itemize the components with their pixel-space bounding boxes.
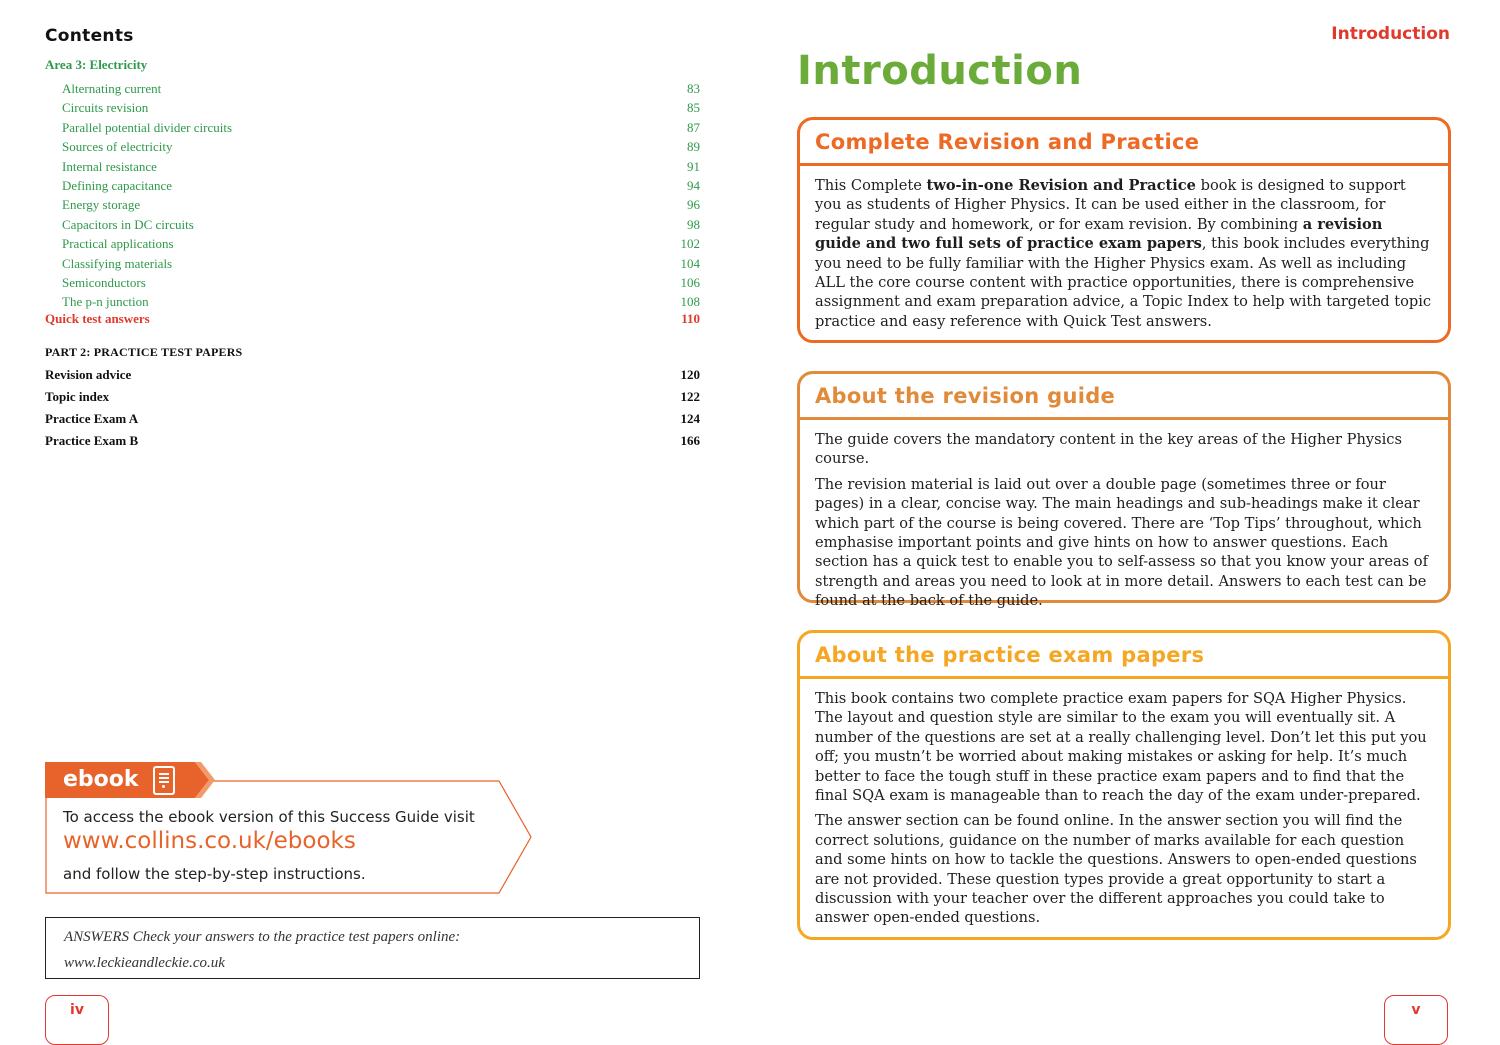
toc-entry-label: Semiconductors (62, 274, 146, 290)
toc-quick-test-row[interactable] (45, 311, 700, 327)
ebook-device-icon (153, 766, 175, 795)
toc-entry-page: 106 (680, 274, 700, 290)
toc-entry[interactable] (62, 215, 700, 234)
toc-entry-label: Classifying materials (62, 255, 173, 271)
toc-entry-label: Internal resistance (62, 158, 157, 174)
box-paragraph: This Complete two-in-one Revision and Practice book is designed to support you as students of Higher Physics. It can be used either in the classroom, for regular study and homework, or for exam revision. By combining a revision guide and two full sets of practice exam papers, this book includes everything you need to be fully familiar with the Higher Physics exam. As well as including ALL the core course content with practice opportunities, there is comprehensive assignment and exam preparation advice, a Topic Index to help with targeted topic practice and easy reference with Quick Test answers. (815, 177, 1432, 330)
page-number-left: iv (45, 995, 109, 1045)
answers-text: ANSWERS Check your answers to the practice test papers online: (64, 929, 461, 945)
part2-entry-page: 122 (680, 389, 700, 404)
box-body (800, 166, 1448, 331)
toc-entry-label: Parallel potential divider circuits (62, 119, 233, 135)
left-page (0, 0, 750, 1037)
box-body (800, 679, 1448, 928)
toc-entry-page: 102 (680, 236, 700, 252)
toc-entry-label: Energy storage (62, 197, 141, 213)
toc-entry[interactable] (62, 157, 700, 176)
part2-heading: PART 2: PRACTICE TEST PAPERS (45, 345, 243, 359)
part2-entry-label: Topic index (45, 389, 110, 404)
box-revision-guide (797, 371, 1451, 610)
toc-entry-page: 108 (680, 294, 700, 310)
toc-entry-label: Practical applications (62, 236, 174, 252)
toc-entry-label: Alternating current (62, 81, 162, 96)
toc-entry[interactable] (62, 195, 700, 214)
toc-entry[interactable] (62, 79, 700, 98)
ebook-link[interactable]: www.collins.co.uk/ebooks (63, 828, 356, 854)
toc-entry-page: 104 (680, 255, 700, 271)
box-paragraph: This book contains two complete practice exam papers for SQA Higher Physics. The layout and question style are similar to the exam you will eventually sit. A number of the questions are set at a really challenging level. Don’t let this put you off; you mustn’t be worried about making mistakes or asking for help. It’s much better to face the tough stuff in these practice exam papers and to find that the final SQA exam is manageable than to reach the day of the exam under-prepared. (815, 690, 1427, 805)
part2-entry-label: Revision advice (45, 367, 132, 382)
toc-entry[interactable] (62, 273, 700, 292)
toc-entry-page: 91 (687, 158, 700, 174)
toc-entry[interactable] (62, 176, 700, 195)
box-heading: About the practice exam papers (800, 633, 1448, 679)
toc-entry-page: 98 (687, 216, 700, 232)
ebook-panel (45, 762, 535, 896)
box-paragraph: The answer section can be found online. In the answer section you will find the correct solutions, guidance on the number of marks available for each question and some hints on how to tackle the questions. Answers to open-ended questions are not provided. These question types provide a great opportunity to start a discussion with your teacher over the different approaches you could take to answer open-ended questions. (815, 812, 1417, 927)
box-paragraph: The guide covers the mandatory content in the key areas of the Higher Physics course. (815, 431, 1402, 468)
part2-entry[interactable] (45, 432, 700, 454)
toc-entry-label: Defining capacitance (62, 177, 173, 193)
toc-entry[interactable] (62, 254, 700, 273)
ebook-instruction: To access the ebook version of this Success Guide visit (63, 808, 475, 826)
toc-entry-page: 83 (687, 81, 700, 96)
contents-title: Contents (45, 26, 134, 46)
page-title: Introduction (797, 48, 1083, 94)
ebook-tag: ebook (63, 767, 139, 792)
part2-entry-page: 120 (680, 367, 700, 382)
toc-entry-page: 94 (687, 177, 700, 193)
answers-box (45, 917, 700, 979)
box-heading: Complete Revision and Practice (800, 120, 1448, 166)
part2-entry-label: Practice Exam A (45, 411, 139, 426)
part2-entry-page: 166 (680, 433, 700, 448)
toc-list (62, 79, 700, 312)
toc-entry-page: 85 (687, 100, 700, 116)
toc-entry-label: Capacitors in DC circuits (62, 216, 194, 232)
toc-entry-label: The p-n junction (62, 294, 149, 310)
page-number-right: v (1384, 995, 1448, 1045)
right-page (750, 0, 1500, 1037)
running-head: Introduction (1331, 24, 1450, 44)
box-practice-papers (797, 630, 1451, 940)
box-heading: About the revision guide (800, 374, 1448, 420)
toc-entry-page: 96 (687, 197, 700, 213)
part2-entry[interactable] (45, 366, 700, 388)
toc-quick-test-page: 110 (681, 311, 700, 326)
toc-entry-page: 89 (687, 139, 700, 155)
part2-entry-label: Practice Exam B (45, 433, 139, 448)
toc-area-heading: Area 3: Electricity (45, 57, 148, 72)
part2-list (45, 366, 700, 454)
part2-entry[interactable] (45, 388, 700, 410)
toc-entry[interactable] (62, 234, 700, 253)
toc-quick-test-label: Quick test answers (45, 311, 150, 326)
toc-entry-page: 87 (687, 119, 700, 135)
toc-entry[interactable] (62, 118, 700, 137)
toc-entry[interactable] (62, 137, 700, 156)
part2-entry-page: 124 (680, 411, 700, 426)
box-paragraph: The revision material is laid out over a double page (sometimes three or four pages) in a clear, concise way. The main headings and sub-headings make it clear which part of the course is being covered. There are ‘Top Tips’ throughout, which emphasise important points and give hints on how to answer questions. Each section has a quick test to enable you to self-assess so that you know your areas of strength and areas you need to look at in more detail. Answers to each test can be found at the back of the guide. (815, 475, 1428, 610)
toc-entry[interactable] (62, 292, 700, 311)
toc-entry-label: Sources of electricity (62, 139, 173, 155)
part2-entry[interactable] (45, 410, 700, 432)
box-complete-revision (797, 117, 1451, 343)
answers-link[interactable]: www.leckieandleckie.co.uk (64, 955, 225, 971)
box-body (800, 420, 1448, 611)
ebook-followup: and follow the step-by-step instructions. (63, 865, 366, 883)
toc-entry[interactable] (62, 98, 700, 117)
toc-entry-label: Circuits revision (62, 100, 149, 116)
